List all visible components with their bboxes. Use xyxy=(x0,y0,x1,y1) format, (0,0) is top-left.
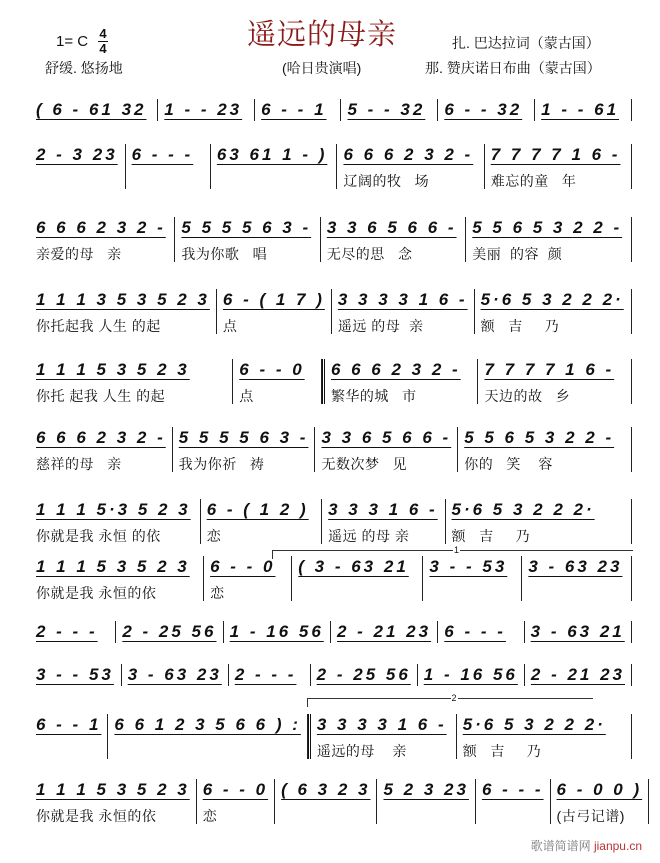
measure-notes: 3 3 3 3 1 6 - xyxy=(316,715,447,734)
measure xyxy=(233,359,322,404)
measure-notes: 3 3 3 3 1 6 - xyxy=(337,290,468,309)
time-top: 4 xyxy=(99,26,107,41)
measure xyxy=(331,621,438,643)
score-row xyxy=(30,217,632,262)
measure-lyrics: 繁华的城 市 xyxy=(330,388,417,404)
measure-notes: 1 - - 61 xyxy=(541,100,620,119)
measure-notes: 3 - 63 21 xyxy=(530,622,625,641)
measure-notes: 5·6 5 3 2 2 2· xyxy=(462,715,606,734)
measure-notes: 1 - 16 56 xyxy=(423,665,518,684)
measure xyxy=(423,556,522,601)
measure xyxy=(255,99,341,121)
measure-notes: 5 5 6 5 3 2 2 - xyxy=(472,218,623,237)
measure xyxy=(321,217,466,262)
measure-lyrics: 恋 xyxy=(210,585,225,601)
time-signature xyxy=(98,28,108,55)
measure-lyrics: 美丽 的容 颜 xyxy=(472,246,563,262)
measure xyxy=(438,99,535,121)
measure-notes: 6 6 6 2 3 2 - xyxy=(36,428,166,447)
measure xyxy=(30,556,204,601)
measure-notes: 6 - - 1 xyxy=(36,715,102,734)
measure xyxy=(158,99,255,121)
measure xyxy=(525,664,632,686)
measure-notes: 6 - - 1 xyxy=(261,100,327,119)
volta-label: 1 xyxy=(454,545,460,555)
measure-notes: 5 5 5 5 6 3 - xyxy=(178,428,309,447)
measure xyxy=(466,217,632,262)
measure-lyrics: 点 xyxy=(222,318,238,334)
measure xyxy=(438,621,524,643)
measure-notes: 63 61 1 - ) xyxy=(216,145,328,164)
measure-lyrics: 天边的故 乡 xyxy=(484,388,571,404)
measure xyxy=(551,779,650,824)
measure xyxy=(204,556,292,601)
measure-lyrics: 点 xyxy=(239,388,254,404)
measure-notes: 6 6 1 2 3 5 6 6 ) : xyxy=(114,715,301,734)
measure-lyrics: 难忘的童 年 xyxy=(490,173,577,189)
measure xyxy=(173,427,316,472)
measure xyxy=(275,779,377,824)
score-row xyxy=(30,359,632,404)
measure-lyrics: 亲爱的母 亲 xyxy=(36,246,122,262)
score-row xyxy=(30,714,632,759)
measure-notes: 2 - 25 56 xyxy=(122,622,217,641)
key-signature: 1= C xyxy=(56,33,89,50)
measure xyxy=(476,779,551,824)
watermark-en: jianpu.cn xyxy=(593,839,642,853)
measure-notes: ( 6 - 61 32 xyxy=(36,100,147,119)
measure xyxy=(292,556,423,601)
measure xyxy=(457,714,632,759)
measure xyxy=(197,779,275,824)
measure-notes: 3 3 6 5 6 6 - xyxy=(321,428,452,447)
score-row xyxy=(30,499,632,544)
measure xyxy=(522,556,632,601)
measure-lyrics: 慈祥的母 亲 xyxy=(36,456,122,472)
measure xyxy=(525,621,632,643)
measure-notes: 3 - - 53 xyxy=(429,557,508,576)
measure xyxy=(30,217,175,262)
measure-lyrics: (古弓记谱) xyxy=(556,808,625,824)
measure xyxy=(478,359,632,404)
measure xyxy=(108,714,307,759)
measure-notes: 1 - 16 56 xyxy=(229,622,324,641)
watermark-cn: 歌谱简谱网 xyxy=(530,839,591,853)
measure xyxy=(315,427,458,472)
measure xyxy=(30,621,116,643)
measure xyxy=(475,289,632,334)
measure xyxy=(211,144,338,189)
volta-bracket-2 xyxy=(307,693,593,707)
measure-notes: 6 - - 0 xyxy=(239,360,305,379)
measure-lyrics: 遥远 的母 亲 xyxy=(328,528,410,544)
measure xyxy=(30,499,201,544)
measure-lyrics: 额 吉 乃 xyxy=(480,318,560,334)
measure xyxy=(446,499,632,544)
measure-lyrics: 遥远 的母 亲 xyxy=(337,318,424,334)
volta-label: 2 xyxy=(451,693,457,703)
measure-notes: 2 - 25 56 xyxy=(316,665,411,684)
score-row xyxy=(30,427,632,472)
measure-notes: 6 - - 0 xyxy=(202,780,269,799)
measure-notes: 5 2 3 23 xyxy=(383,780,469,799)
measure-notes: 3 - 63 23 xyxy=(127,665,222,684)
measure xyxy=(322,359,479,404)
measure-notes: 2 - - - xyxy=(234,665,297,684)
tempo-marking: 舒缓. 悠扬地 xyxy=(45,60,123,76)
measure-notes: 6 - - - xyxy=(131,145,194,164)
measure-notes: ( 3 - 63 21 xyxy=(298,557,409,576)
composer-credit: 那. 赞庆诺日布曲（蒙古国） xyxy=(425,60,601,76)
singer-credit: (哈日贵演唱) xyxy=(282,60,362,76)
measure-lyrics: 你就是我 永恒 的依 xyxy=(36,528,161,544)
measure-notes: 6 - ( 1 2 ) xyxy=(206,500,309,519)
measure-notes: 6 6 6 2 3 2 - xyxy=(330,360,461,379)
measure-notes: 2 - 3 23 xyxy=(36,145,118,164)
measure xyxy=(418,664,525,686)
watermark xyxy=(531,839,642,853)
score-row xyxy=(30,621,632,643)
score-row xyxy=(30,289,632,334)
measure xyxy=(30,779,197,824)
measure xyxy=(30,664,122,686)
measure xyxy=(332,289,475,334)
measure-lyrics: 额 吉 乃 xyxy=(451,528,531,544)
measure-notes: 1 1 1 5 3 5 2 3 xyxy=(36,780,190,799)
score-row xyxy=(30,99,632,121)
measure xyxy=(122,664,229,686)
measure-lyrics: 我为你祈 祷 xyxy=(178,456,265,472)
measure xyxy=(377,779,475,824)
measure xyxy=(224,621,331,643)
measure-lyrics: 你托 起我 人生 的起 xyxy=(36,388,166,404)
measure-lyrics: 你的 笑 容 xyxy=(464,456,553,472)
measure-notes: 5 - - 32 xyxy=(347,100,426,119)
measure-notes: 6 - ( 1 7 ) xyxy=(222,290,325,309)
time-bottom: 4 xyxy=(99,41,107,56)
measure-notes: 2 - - - xyxy=(36,622,98,641)
measure-lyrics: 你托起我 人生 的起 xyxy=(36,318,161,334)
measure xyxy=(30,99,158,121)
score-row xyxy=(30,664,632,686)
measure-notes: 3 - - 53 xyxy=(36,665,114,684)
measure-lyrics: 恋 xyxy=(206,528,222,544)
measure-lyrics: 你就是我 永恒的依 xyxy=(36,585,157,601)
song-title: 遥远的母亲 xyxy=(247,19,398,51)
measure-notes: 1 1 1 3 5 3 5 2 3 xyxy=(36,290,210,309)
measure xyxy=(229,664,311,686)
measure xyxy=(175,217,320,262)
measure xyxy=(341,99,438,121)
measure xyxy=(458,427,632,472)
measure-lyrics: 无尽的思 念 xyxy=(326,246,413,262)
measure-notes: 2 - 21 23 xyxy=(530,665,625,684)
measure-lyrics: 你就是我 永恒的依 xyxy=(36,808,157,824)
measure xyxy=(30,427,173,472)
measure-lyrics: 遥远的母 亲 xyxy=(316,743,407,759)
measure-notes: 2 - 21 23 xyxy=(336,622,432,641)
measure-notes: 6 6 6 2 3 2 - xyxy=(36,218,166,237)
measure-notes: 1 - - 23 xyxy=(164,100,243,119)
measure xyxy=(30,144,126,189)
measure-notes: 1 1 1 5·3 5 2 3 xyxy=(36,500,191,519)
measure-lyrics: 恋 xyxy=(202,808,218,824)
volta-bracket-1 xyxy=(272,545,633,559)
measure xyxy=(201,499,322,544)
measure-notes: 5·6 5 3 2 2 2· xyxy=(480,290,624,309)
measure-notes: 6 - 0 0 ) xyxy=(556,780,643,799)
measure-notes: 1 1 1 5 3 5 2 3 xyxy=(36,360,190,379)
measure xyxy=(535,99,632,121)
measure-notes: 7 7 7 7 1 6 - xyxy=(484,360,615,379)
measure xyxy=(30,359,233,404)
lyricist-credit: 扎. 巴达拉词（蒙古国） xyxy=(452,35,600,51)
measure-notes: 3 - 63 23 xyxy=(528,557,623,576)
measure-notes: 5 5 5 5 6 3 - xyxy=(181,218,312,237)
measure-notes: 6 - - - xyxy=(481,780,544,799)
measure-lyrics: 我为你歌 唱 xyxy=(181,246,268,262)
measure-notes: 7 7 7 7 1 6 - xyxy=(490,145,621,164)
measure xyxy=(485,144,632,189)
measure-notes: ( 6 3 2 3 xyxy=(281,780,371,799)
measure-notes: 6 - - - xyxy=(444,622,506,641)
measure xyxy=(311,664,418,686)
score-row xyxy=(30,556,632,601)
measure xyxy=(217,289,332,334)
measure-notes: 5 5 6 5 3 2 2 - xyxy=(464,428,615,447)
measure xyxy=(30,289,217,334)
measure-notes: 3 3 3 1 6 - xyxy=(328,500,438,519)
measure-notes: 1 1 1 5 3 5 2 3 xyxy=(36,557,190,576)
measure xyxy=(322,499,445,544)
measure xyxy=(126,144,211,189)
score-row xyxy=(30,779,643,824)
measure xyxy=(337,144,484,189)
measure-lyrics: 辽阔的牧 场 xyxy=(343,173,430,189)
measure-notes: 5·6 5 3 2 2 2· xyxy=(451,500,595,519)
measure xyxy=(116,621,223,643)
measure-notes: 6 - - 32 xyxy=(444,100,523,119)
measure-lyrics: 额 吉 乃 xyxy=(462,743,542,759)
measure-notes: 3 3 6 5 6 6 - xyxy=(326,218,457,237)
measure xyxy=(308,714,457,759)
score-row xyxy=(30,144,632,189)
measure-lyrics: 无数次梦 见 xyxy=(321,456,408,472)
measure xyxy=(30,714,108,759)
measure-notes: 6 - - 0 xyxy=(210,557,276,576)
measure-notes: 6 6 6 2 3 2 - xyxy=(343,145,474,164)
